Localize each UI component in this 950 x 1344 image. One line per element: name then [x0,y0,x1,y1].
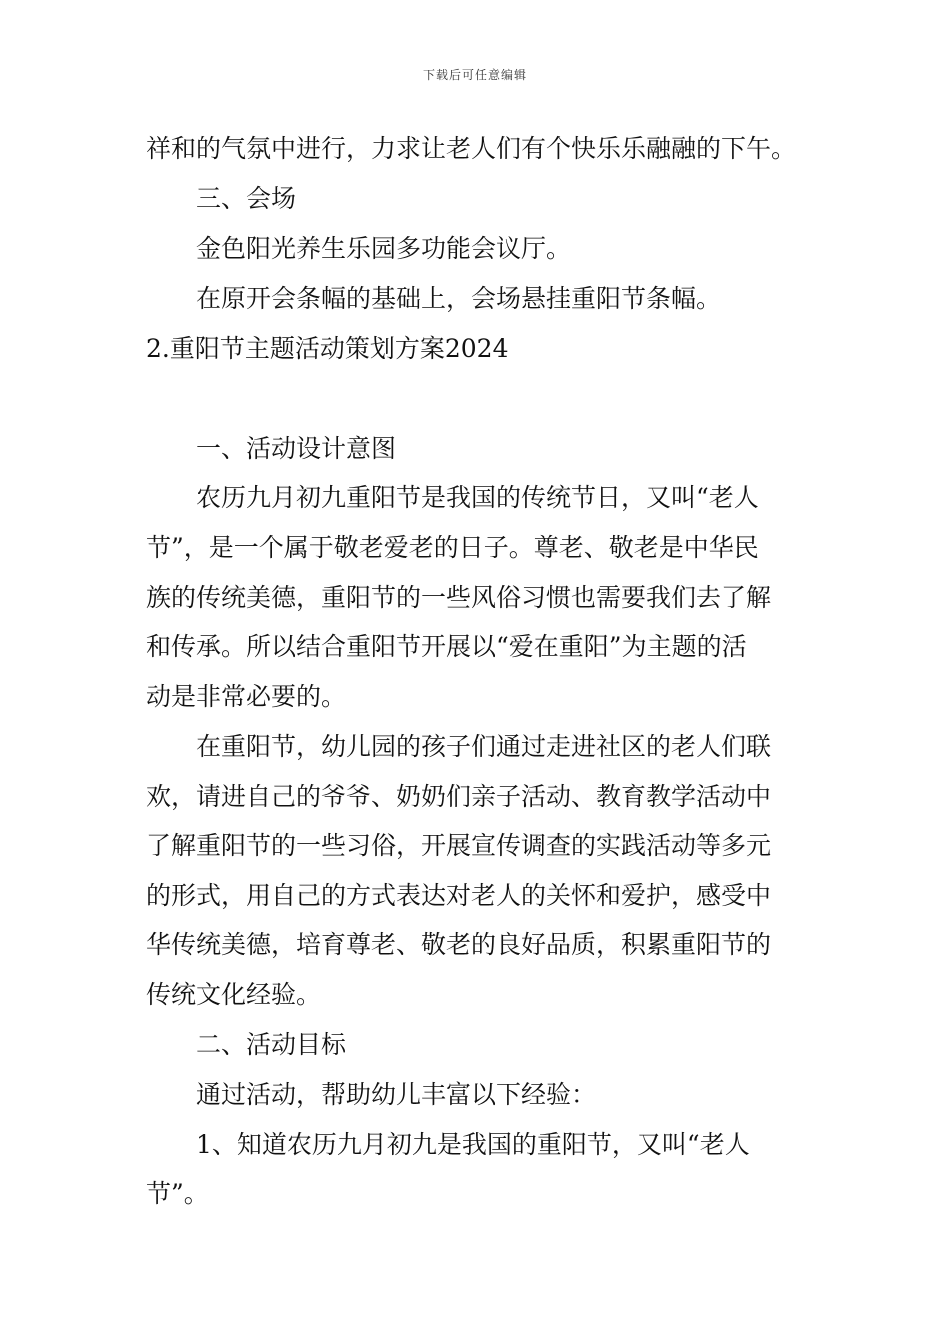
paragraph-line: 华传统美德，培育尊老、敬老的良好品质，积累重阳节的 [146,930,772,959]
paragraph-line: 在原开会条幅的基础上，会场悬挂重阳节条幅。 [196,284,722,313]
list-item: 1、知道农历九月初九是我国的重阳节，又叫“老人 [196,1130,750,1159]
section-heading: 二、活动目标 [196,1030,347,1059]
paragraph-line: 在重阳节，幼儿园的孩子们通过走进社区的老人们联 [196,732,772,761]
paragraph-line: 了解重阳节的一些习俗，开展宣传调查的实践活动等多元 [146,831,772,860]
paragraph-line: 族的传统美德，重阳节的一些风俗习惯也需要我们去了解 [146,583,772,612]
paragraph-line: 农历九月初九重阳节是我国的传统节日，又叫“老人 [196,483,759,512]
document-title: 2.重阳节主题活动策划方案2024 [146,334,509,363]
paragraph-line: 的形式，用自己的方式表达对老人的关怀和爱护，感受中 [146,881,772,910]
paragraph-line: 欢，请进自己的爷爷、奶奶们亲子活动、教育教学活动中 [146,782,772,811]
paragraph-line: 金色阳光养生乐园多功能会议厅。 [196,234,572,263]
section-heading: 三、会场 [196,184,297,213]
paragraph-line: 动是非常必要的。 [146,682,347,711]
section-heading: 一、活动设计意图 [196,434,397,463]
paragraph-line: 祥和的气氛中进行，力求让老人们有个快乐乐融融的下午。 [146,134,797,163]
paragraph-line: 和传承。所以结合重阳节开展以“爱在重阳”为主题的活 [146,632,747,661]
page-header: 下载后可任意编辑 [422,68,527,82]
paragraph-line: 传统文化经验。 [146,980,322,1009]
paragraph-line: 节”，是一个属于敬老爱老的日子。尊老、敬老是中华民 [146,533,759,562]
paragraph-line: 通过活动，帮助幼儿丰富以下经验： [196,1080,597,1109]
list-item-continuation: 节”。 [146,1179,209,1208]
